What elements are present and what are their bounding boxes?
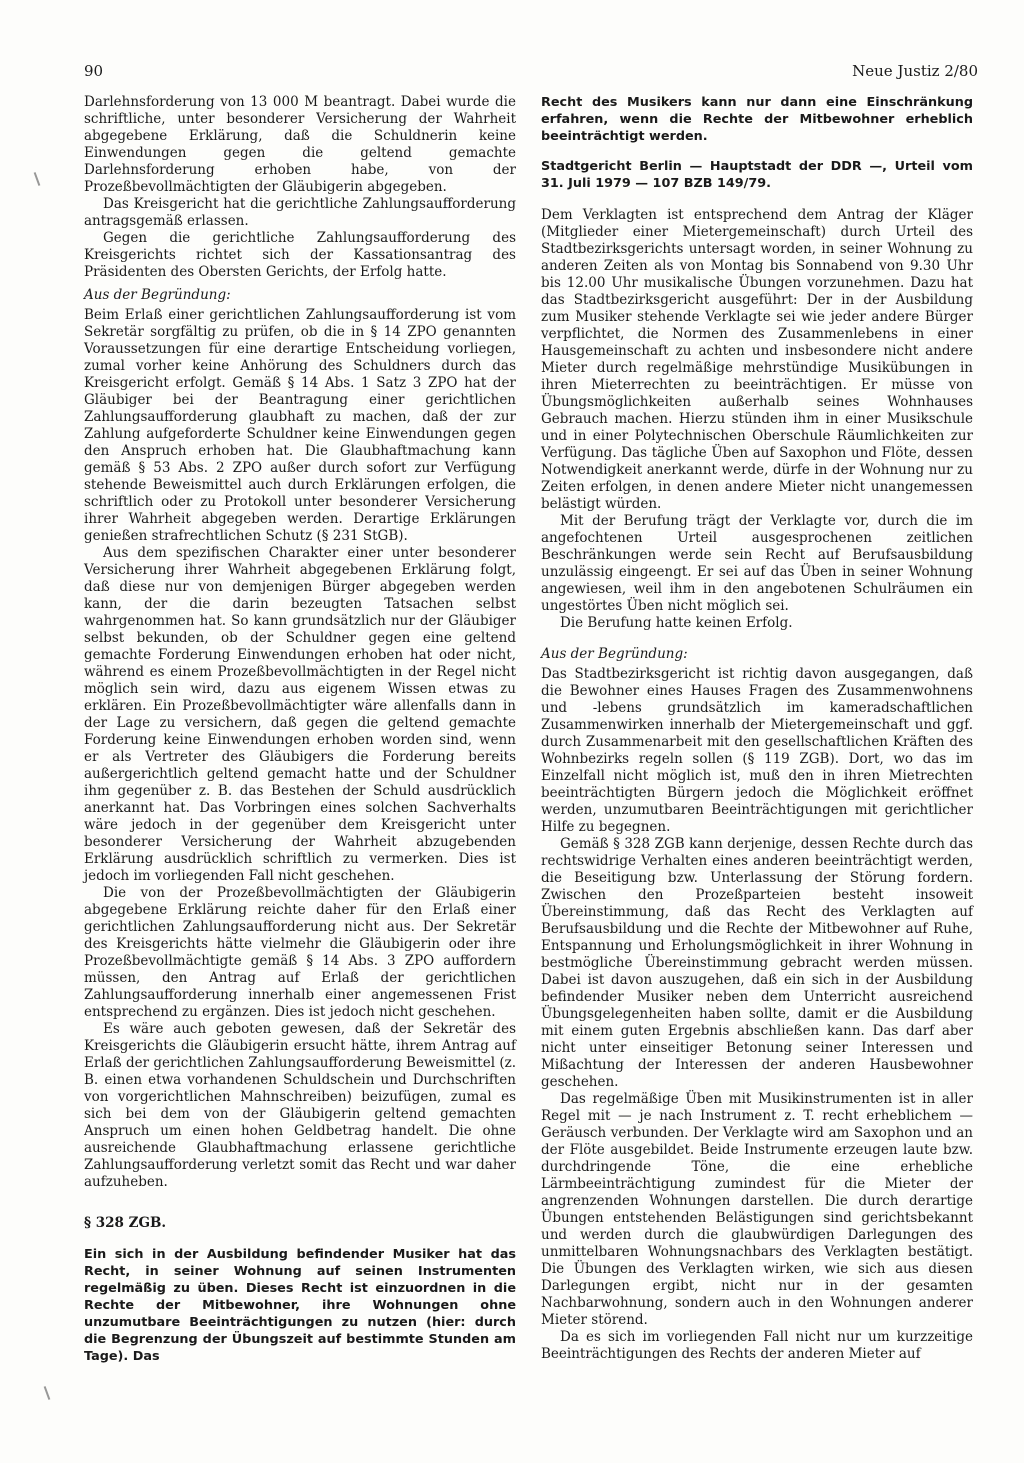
paragraph: Gegen die gerichtliche Zahlungsaufforderung des Kreisgerichts richtet sich der Kassationsantrag des Präsidenten des Obersten Gerichts, der Erfolg hatte. <box>84 230 516 280</box>
paragraph: Das regelmäßige Üben mit Musikinstrumenten ist in aller Regel mit — je nach Instrument z. T. recht erheblichem — Geräusch verbunden. Der Verklagte wird am Saxophon und an der Flöte ausgebildet. Beide Instrumente erzeugen laute bzw. durchdringende Töne, die eine erhebliche Lärmbeeinträchtigung zumindest für die Mieter der angrenzenden Wohnungen darstellen. Die durch derartige Übungen entstehenden Belästigungen sind gerichtsbekannt und werden durch die glaubwürdigen Darlegungen des unmittelbaren Wohnungsnachbars des Verklagten bestätigt. Die Übungen des Verklagten wirken, wie sich aus diesen Darlegungen ergibt, nicht nur in der gesamten Nachbarwohnung, sondern auch in den Wohnungen anderer Mieter störend. <box>541 1091 973 1328</box>
right-column <box>541 94 973 1363</box>
paragraph: Es wäre auch geboten gewesen, daß der Sekretär des Kreisgerichts die Gläubigerin ersucht hätte, ihrem Antrag auf Erlaß der gerichtlichen Zahlungsaufforderung Beweismittel (z. B. einen etwa vorhandenen Schuldschein und Durchschriften von vorgerichtlichen Mahnschreiben) beizufügen, zumal es sich bei dem von der Gläubigerin geltend gemachten Anspruch um einen hohen Geldbetrag handelt. Die ohne ausreichende Glaubhaftmachung erlassene gerichtliche Zahlungsaufforderung verletzt somit das Recht und war daher aufzuheben. <box>84 1021 516 1190</box>
running-head <box>84 62 978 84</box>
paragraph: Das Stadtbezirksgericht ist richtig davon ausgegangen, daß die Bewohner eines Hauses Fragen des Zusammenwohnens und -lebens grundsätzlich im kameradschaftlichen Zusammenwirken innerhalb der Mietergemeinschaft und ggf. durch Zusammenarbeit mit den gesellschaftlichen Kräften des Wohnbezirks regeln sollen (§ 119 ZGB). Dort, wo das im Einzelfall nicht möglich ist, muß den in ihren Mietrechten beeinträchtigten Bürgern jedoch die Möglichkeit eröffnet werden, unzumutbaren Beeinträchtigungen mit gerichtlicher Hilfe zu begegnen. <box>541 666 973 835</box>
paragraph: Beim Erlaß einer gerichtlichen Zahlungsaufforderung ist vom Sekretär sorgfältig zu prüfen, ob die in § 14 ZPO genannten Voraussetzungen für eine derartige Entscheidung vorliegen, zumal vorher keine Anhörung des Schuldners durch das Kreisgericht erfolgt. Gemäß § 14 Abs. 1 Satz 3 ZPO hat der Gläubiger bei der Beantragung einer gerichtlichen Zahlungsaufforderung glaubhaft zu machen, daß der zur Zahlung aufgeforderte Schuldner keine Einwendungen gegen den Anspruch erhoben hat. Die Glaubhaftmachung kann gemäß § 53 Abs. 2 ZPO außer durch sofort zur Verfügung stehende Beweismittel auch durch Erklärungen erfolgen, die schriftlich oder zu Protokoll unter besonderer Versicherung ihrer Wahrheit abgegeben werden. Derartige Erklärungen genießen strafrechtlichen Schutz (§ 231 StGB). <box>84 307 516 544</box>
paragraph: Die von der Prozeßbevollmächtigten der Gläubigerin abgegebene Erklärung reichte daher für den Erlaß einer gerichtlichen Zahlungsaufforderung nicht aus. Der Sekretär des Kreisgerichts hätte vielmehr die Gläubigerin oder ihre Prozeßbevollmächtigte gemäß § 14 Abs. 3 ZPO auffordern müssen, den Antrag auf Erlaß der gerichtlichen Zahlungsaufforderung innerhalb einer angemessenen Frist entsprechend zu ergänzen. Dies ist jedoch nicht geschehen. <box>84 885 516 1020</box>
page-number: 90 <box>84 62 104 80</box>
scan-mark <box>34 172 41 186</box>
paragraph: Da es sich im vorliegenden Fall nicht nur um kurzzeitige Beeinträchtigungen des Rechts der anderen Mieter auf <box>541 1329 973 1362</box>
paragraph: Das Kreisgericht hat die gerichtliche Zahlungsaufforderung antragsgemäß erlassen. <box>84 196 516 229</box>
statute-heading: § 328 ZGB. <box>84 1215 167 1231</box>
paragraph: Mit der Berufung trägt der Verklagte vor, durch die im angefochtenen Urteil ausgesprochenen zeitlichen Beschränkungen werde sein Recht auf Berufsausbildung unzulässig eingeengt. Er sei auf das Üben in seiner Wohnung angewiesen, weil ihm in den angebotenen Schulräumen ein ungestörtes Üben nicht möglich sei. <box>541 513 973 614</box>
section-subheading: Aus der Begründung: <box>84 287 231 303</box>
paragraph: Gemäß § 328 ZGB kann derjenige, dessen Rechte durch das rechtswidrige Verhalten eines anderen beeinträchtigt werden, die Beseitigung bzw. Unterlassung der Störung fordern. Zwischen den Prozeßparteien besteht insoweit Übereinstimmung, daß das Recht des Verklagten auf Berufsausbildung und die Rechte der Mitbewohner auf Ruhe, Entspannung und Erholungsmöglichkeit in ihrer Wohnung in bestmögliche Übereinstimmung gebracht werden müssen. Dabei ist davon auszugehen, daß ein sich in der Ausbildung befindender Musiker neben dem Unterricht ausreichend Übungsgelegenheiten haben sollte, damit er die Ausbildung mit einem guten Ergebnis abschließen kann. Das darf aber nicht unter einseitiger Betonung seiner Interessen und Mißachtung der Interessen der anderen Hausbewohner geschehen. <box>541 836 973 1090</box>
scan-mark <box>44 1386 51 1400</box>
section-subheading: Aus der Begründung: <box>541 646 688 662</box>
paragraph: Dem Verklagten ist entsprechend dem Antrag der Kläger (Mitglieder einer Mietergemeinschaft) durch Urteil des Stadtbezirksgerichts untersagt worden, in seiner Wohnung zu anderen Zeiten als von Montag bis Sonnabend von 9.30 Uhr bis 12.00 Uhr musikalische Übungen vorzunehmen. Dazu hat das Stadtbezirksgericht ausgeführt: Der in der Ausbildung zum Musiker stehende Verklagte sei wie jeder andere Bürger verpflichtet, die Normen des Zusammenlebens in einer Hausgemeinschaft zu achten und insbesondere nicht andere Mieter durch regelmäßige mehrstündige Musikübungen in ihren Mieterrechten zu beeinträchtigen. Er müsse von Übungsmöglichkeiten außerhalb seines Wohnhauses Gebrauch machen. Hierzu stünden ihm in einer Musikschule und in einer Polytechnischen Oberschule Räumlichkeiten zur Verfügung. Das tägliche Üben auf Saxophon und Flöte, dessen Notwendigkeit anerkannt werde, dürfe in der Wohnung nur zu Zeiten erfolgen, in denen andere Mieter nicht unangemessen belästigt würden. <box>541 207 973 512</box>
paragraph: Aus dem spezifischen Charakter einer unter besonderer Versicherung ihrer Wahrheit abgegebenen Erklärung folgt, daß diese nur von demjenigen Bürger abgegeben werden kann, der die darin bezeugten Tatsachen selbst wahrgenommen hat. So kann grundsätzlich nur der Gläubiger selbst bekunden, ob der Schuldner gegen eine geltend gemachte Forderung Einwendungen erhoben hat oder nicht, während es einem Prozeßbevollmächtigten in der Regel nicht möglich sein wird, dazu aus eigenem Wissen etwas zu erklären. Ein Prozeßbevollmächtigter wäre allenfalls dann in der Lage zu versichern, daß gegen die geltend gemachte Forderung keine Einwendungen erhoben worden sind, wenn er als Vertreter des Gläubigers die Forderung bereits außergerichtlich geltend gemacht hatte und der Schuldner ihm gegenüber z. B. das Bestehen der Schuld ausdrücklich anerkannt hat. Das Vorbringen eines solchen Sachverhalts wäre jedoch in der gegenüber dem Kreisgericht unter besonderer Versicherung der Wahrheit abzugebenden Erklärung ausdrücklich schriftlich zu vermerken. Dies ist jedoch im vorliegenden Fall nicht geschehen. <box>84 545 516 884</box>
left-column <box>84 94 516 1365</box>
paragraph: Darlehnsforderung von 13 000 M beantragt. Dabei wurde die schriftliche, unter besonderer Versicherung der Wahrheit abgegebene Erklärung, daß die Schuldnerin keine Einwendungen gegen die geltend gemachte Darlehnsforderung erhoben habe, von der Prozeßbevollmächtigten der Gläubigerin abgegeben. <box>84 94 516 195</box>
headnote-continued: Recht des Musikers kann nur dann eine Einschränkung erfahren, wenn die Rechte der Mitbewohner erheblich beeinträchtigt werden. <box>541 95 973 144</box>
court-citation: Stadtgericht Berlin — Hauptstadt der DDR —, Urteil vom 31. Juli 1979 — 107 BZB 149/79. <box>541 159 973 191</box>
journal-title: Neue Justiz 2/80 <box>852 62 978 80</box>
paragraph: Die Berufung hatte keinen Erfolg. <box>560 615 793 631</box>
headnote: Ein sich in der Ausbildung befindender Musiker hat das Recht, in seiner Wohnung auf seinen Instrumenten regelmäßig zu üben. Dieses Recht ist einzuordnen in die Rechte der Mitbewohner, ihre Wohnungen ohne unzumutbare Beeinträchtigungen zu nutzen (hier: durch die Begrenzung der Übungszeit auf bestimmte Stunden am Tage). Das <box>84 1247 516 1364</box>
